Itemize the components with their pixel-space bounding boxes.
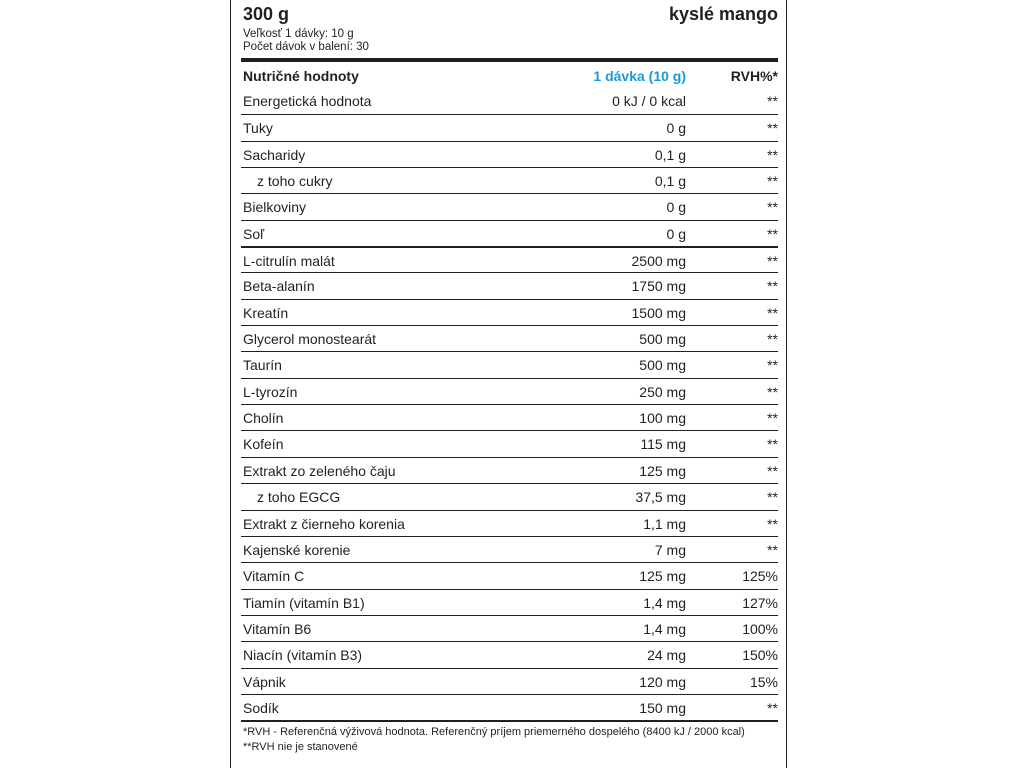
nutrient-rvh: 15%: [749, 673, 778, 690]
nutrient-name: z toho cukry: [257, 173, 333, 190]
nutrient-amount: 0 kJ / 0 kcal: [612, 93, 686, 109]
column-header-rvh: RVH%*: [730, 68, 778, 84]
nutrient-name: Vápnik: [243, 673, 286, 690]
nutrient-amount: 37,5 mg: [635, 489, 686, 506]
column-header-serving: 1 dávka (10 g): [593, 68, 686, 84]
nutrient-name: Extrakt zo zeleného čaju: [243, 462, 396, 479]
table-row: [241, 404, 778, 430]
nutrient-rvh: **: [767, 199, 778, 216]
nutrition-table-body: [241, 88, 778, 720]
table-row: [241, 141, 778, 167]
nutrient-amount: 120 mg: [639, 673, 686, 690]
nutrient-name: L-tyrozín: [243, 383, 298, 400]
nutrient-amount: 500 mg: [639, 357, 686, 374]
nutrient-name: Cholín: [243, 410, 284, 427]
nutrient-rvh: **: [767, 253, 778, 270]
footnote-not-set: **RVH nie je stanovené: [243, 741, 358, 754]
nutrient-rvh: 125%: [742, 568, 778, 585]
table-row: [241, 351, 778, 377]
table-row: [241, 193, 778, 219]
table-row: [241, 299, 778, 325]
table-row: [241, 562, 778, 588]
table-row: [241, 641, 778, 667]
nutrient-name: Taurín: [243, 357, 282, 374]
nutrient-amount: 500 mg: [639, 331, 686, 348]
footnotes: [241, 720, 778, 753]
nutrient-rvh: **: [767, 410, 778, 427]
nutrient-rvh: **: [767, 278, 778, 295]
nutrient-name: Vitamín B6: [243, 620, 312, 637]
nutrient-amount: 150 mg: [639, 699, 686, 716]
nutrient-amount: 1750 mg: [631, 278, 686, 295]
nutrient-name: Bielkoviny: [243, 199, 307, 216]
nutrient-name: Beta-alanín: [243, 278, 315, 295]
nutrient-rvh: **: [767, 436, 778, 453]
nutrient-amount: 7 mg: [654, 541, 686, 558]
table-row: [241, 246, 778, 272]
nutrient-name: Vitamín C: [243, 568, 305, 585]
nutrient-amount: 1500 mg: [631, 304, 686, 321]
nutrient-amount: 1,1 mg: [643, 515, 686, 532]
nutrition-label: [230, 0, 787, 768]
table-row: [241, 325, 778, 351]
table-row: [241, 272, 778, 298]
table-row: [241, 430, 778, 456]
nutrient-name: Kreatín: [243, 304, 289, 321]
nutrient-name: Tiamín (vitamín B1): [243, 594, 365, 611]
nutrient-rvh: **: [767, 331, 778, 348]
nutrient-rvh: **: [767, 225, 778, 242]
nutrient-rvh: **: [767, 93, 778, 109]
table-row: [241, 114, 778, 140]
table-row: [241, 220, 778, 246]
servings-per-pack: Počet dávok v balení: 30: [243, 41, 369, 53]
table-row: [241, 694, 778, 720]
nutrient-amount: 115 mg: [640, 436, 686, 453]
nutrient-amount: 0 g: [666, 120, 686, 137]
nutrient-name: Soľ: [243, 225, 265, 242]
nutrient-rvh: **: [767, 515, 778, 532]
package-weight: 300 g: [243, 4, 290, 24]
nutrient-rvh: 127%: [742, 594, 778, 611]
nutrient-amount: 1,4 mg: [643, 594, 686, 611]
nutrition-label-content: [241, 0, 778, 753]
nutrient-amount: 250 mg: [639, 383, 686, 400]
table-row: [241, 483, 778, 509]
table-row: [241, 510, 778, 536]
nutrient-rvh: **: [767, 462, 778, 479]
nutrient-name: Niacín (vitamín B3): [243, 647, 363, 664]
nutrient-name: Tuky: [243, 120, 273, 137]
nutrient-amount: 100 mg: [639, 410, 686, 427]
table-row: [241, 378, 778, 404]
nutrient-rvh: **: [767, 304, 778, 321]
table-row: [241, 536, 778, 562]
nutrient-rvh: **: [767, 120, 778, 137]
serving-size: Veľkosť 1 dávky: 10 g: [243, 28, 354, 40]
table-row: [241, 167, 778, 193]
nutrient-name: Kofeín: [243, 436, 284, 453]
nutrient-name: z toho EGCG: [257, 489, 341, 506]
nutrient-name: Kajenské korenie: [243, 541, 351, 558]
nutrient-amount: 0,1 g: [654, 146, 686, 163]
nutrient-name: Extrakt z čierneho korenia: [243, 515, 405, 532]
nutrient-amount: 0,1 g: [654, 173, 686, 190]
flavor-name: kyslé mango: [668, 4, 778, 24]
nutrient-rvh: **: [767, 489, 778, 506]
nutrient-rvh: **: [767, 146, 778, 163]
nutrient-name: Glycerol monostearát: [243, 331, 377, 348]
nutrient-amount: 1,4 mg: [643, 620, 686, 637]
nutrient-name: Sodík: [243, 699, 279, 716]
nutrient-amount: 2500 mg: [631, 253, 686, 270]
table-row: [241, 88, 778, 114]
nutrient-amount: 24 mg: [647, 647, 686, 664]
nutrient-rvh: 150%: [742, 647, 778, 664]
nutrient-rvh: **: [767, 541, 778, 558]
nutrient-rvh: **: [767, 173, 778, 190]
table-row: [241, 615, 778, 641]
table-header-row: [241, 58, 778, 88]
nutrient-rvh: **: [767, 357, 778, 374]
nutrient-name: Sacharidy: [243, 146, 306, 163]
table-row: [241, 457, 778, 483]
nutrient-amount: 125 mg: [639, 462, 686, 479]
nutrient-rvh: **: [767, 383, 778, 400]
nutrient-name: L-citrulín malát: [243, 253, 335, 270]
column-header-nutrients: Nutričné hodnoty: [243, 68, 359, 84]
nutrient-name: Energetická hodnota: [243, 93, 372, 109]
footnote-rvh: *RVH - Referenčná výživová hodnota. Referenčný príjem priemerného dospelého (8400 kJ / 2000 kcal): [243, 726, 745, 739]
nutrient-amount: 125 mg: [639, 568, 686, 585]
nutrient-rvh: **: [767, 699, 778, 716]
nutrient-rvh: 100%: [742, 620, 778, 637]
label-header: [241, 0, 778, 58]
nutrient-amount: 0 g: [666, 225, 686, 242]
nutrient-amount: 0 g: [666, 199, 686, 216]
table-row: [241, 668, 778, 694]
table-row: [241, 589, 778, 615]
